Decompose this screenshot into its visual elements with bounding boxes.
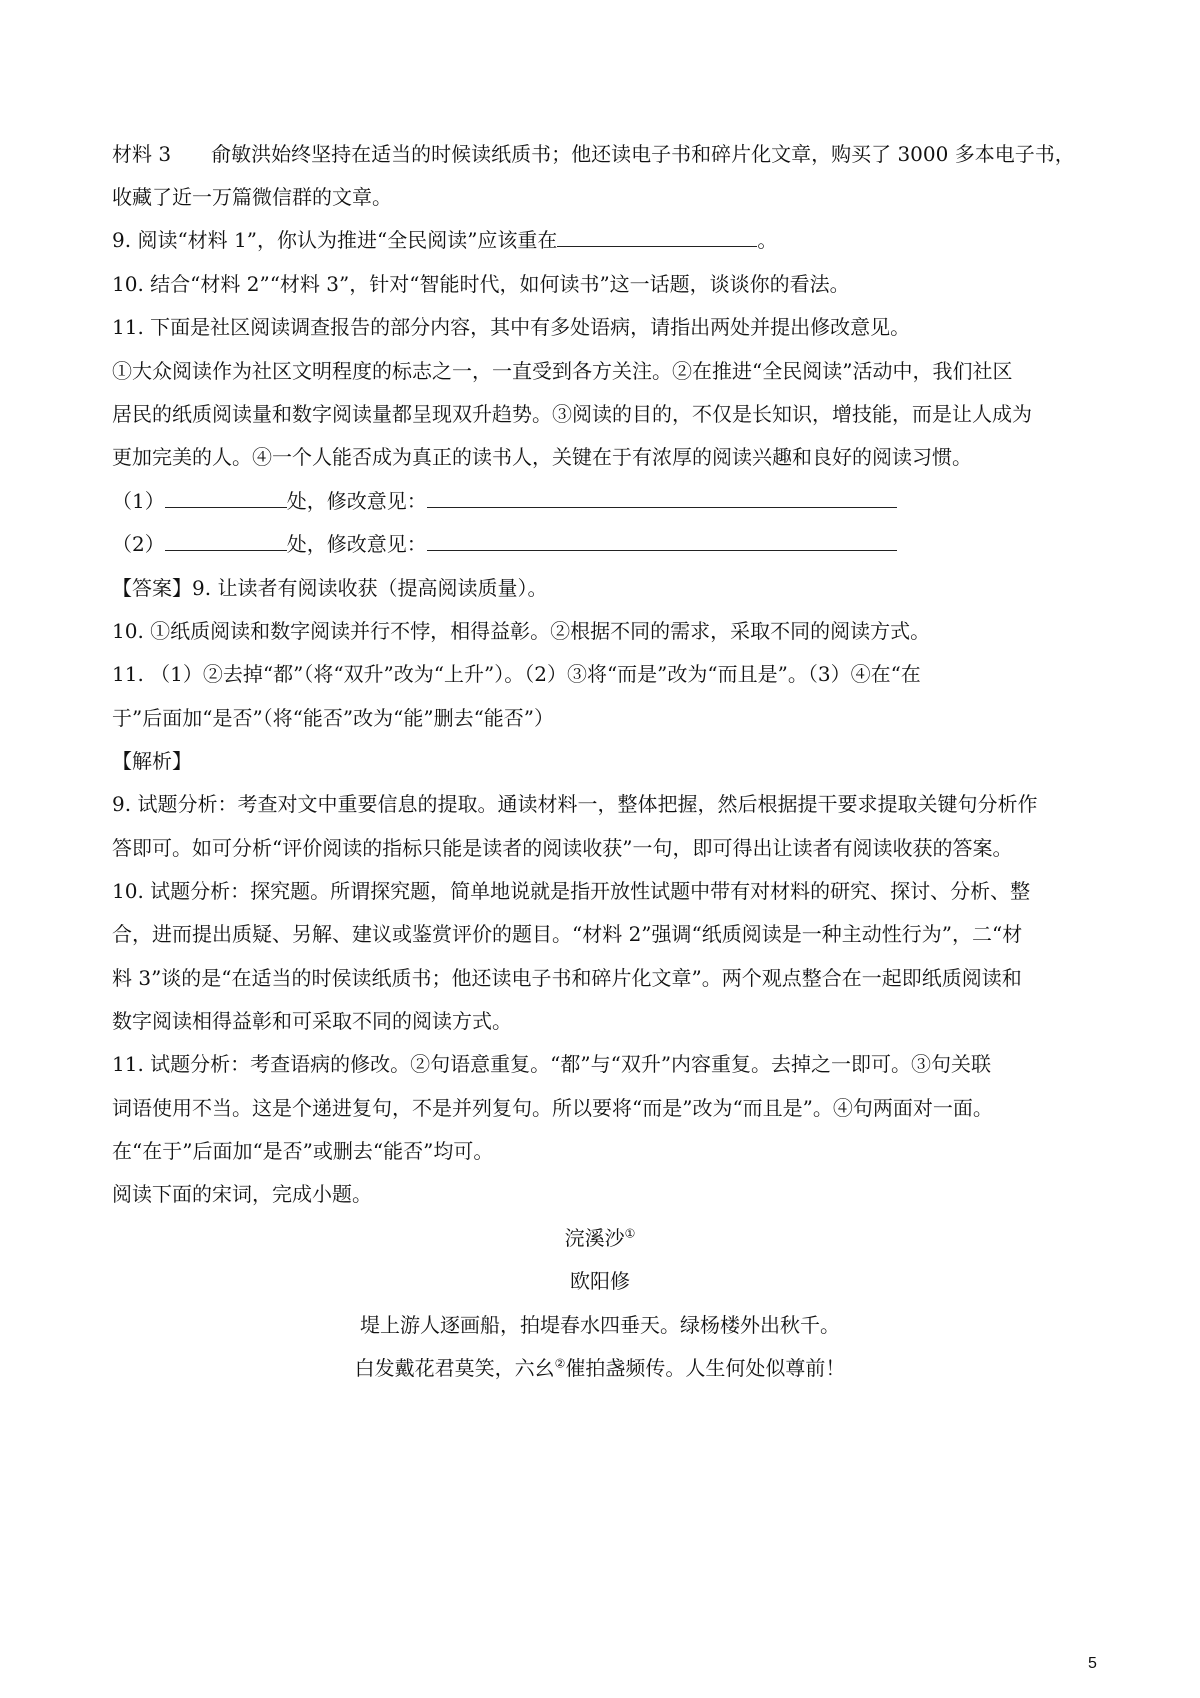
blank-number: （2） [112,532,165,556]
material3-line1 [112,140,1102,168]
footnote-marker: ① [624,1226,636,1241]
analysis-line: 词语使用不当。这是个递进复句，不是并列复句。所以要将“而是”改为“而且是”。④句两面对一面。 [112,1096,993,1120]
analysis-line: 合，进而提出质疑、另解、建议或鉴赏评价的题目。“材料 2”强调“纸质阅读是一种主动性行为”，二“材 [112,922,1023,946]
passage-line: 居民的纸质阅读量和数字阅读量都呈现双升趋势。③阅读的目的，不仅是长知识，增技能，而是让人成为 [112,402,1032,426]
answer-11-line1: 11. （1）②去掉“都”（将“双升”改为“上升”）。（2）③将“而是”改为“而且是”。（3）④在“在 [112,662,921,686]
poem-line-1: 堤上游人逐画船，拍堤春水四垂天。绿杨楼外出秋千。 [360,1313,840,1337]
location-blank [165,489,287,508]
blank-label: 处，修改意见： [286,489,427,513]
analysis-line: 在“在于”后面加“是否”或删去“能否”均可。 [112,1139,494,1163]
suggestion-blank [427,532,897,551]
analysis-line: 11. 试题分析：考查语病的修改。②句语意重复。“都”与“双升”内容重复。去掉之一即可。③句关联 [112,1052,992,1076]
material3-label: 材料 3 [112,142,172,166]
question-9-suffix: 。 [757,228,778,252]
material3-text: 俞敏洪始终坚持在适当的时候读纸质书；他还读电子书和碎片化文章，购买了 3000 多本电子书， [211,142,1075,166]
question-9 [112,226,1102,254]
blank-line-1 [112,487,1102,515]
blank-number: （1） [112,489,165,513]
analysis-line: 10. 试题分析：探究题。所谓探究题，简单地说就是指开放性试题中带有对材料的研究、探讨、分析、整 [112,879,1031,903]
answer-9-text: 9. 让读者有阅读收获（提高阅读质量）。 [192,576,548,600]
poem-line-2 [0,1354,1200,1382]
question-9-text: 9. 阅读“材料 1”，你认为推进“全民阅读”应该重在 [112,228,558,252]
poem-line-2-part1: 白发戴花君莫笑，六幺 [354,1356,555,1380]
answer-label: 【答案】 [112,576,192,600]
analysis-line: 答即可。如可分析“评价阅读的指标只能是读者的阅读收获”一句，即可得出让读者有阅读收获的答案。 [112,836,1013,860]
material3-line2: 收藏了近一万篇微信群的文章。 [112,185,392,209]
answer-11-line2: 于”后面加“是否”（将“能否”改为“能”删去“能否”） [112,706,555,730]
page-number: 5 [1088,1655,1097,1672]
blank-label: 处，修改意见： [286,532,427,556]
analysis-line: 料 3”谈的是“在适当的时侯读纸质书；他还读电子书和碎片化文章”。两个观点整合在一起即纸质阅读和 [112,966,1022,990]
blank-line-2 [112,530,1102,558]
location-blank [165,532,287,551]
poem-intro: 阅读下面的宋词，完成小题。 [112,1182,372,1206]
question-11: 11. 下面是社区阅读调查报告的部分内容，其中有多处语病，请指出两处并提出修改意见。 [112,315,911,339]
analysis-line: 数字阅读相得益彰和可采取不同的阅读方式。 [112,1009,512,1033]
poem-title [0,1224,1200,1252]
answer-10: 10. ①纸质阅读和数字阅读并行不悖，相得益彰。②根据不同的需求，采取不同的阅读方式。 [112,619,931,643]
answer-9 [112,574,1102,602]
footnote-marker: ② [554,1356,566,1371]
answer-blank [557,228,757,247]
passage-line: 更加完美的人。④一个人能否成为真正的读书人，关键在于有浓厚的阅读兴趣和良好的阅读习惯。 [112,445,972,469]
passage-line: ①大众阅读作为社区文明程度的标志之一，一直受到各方关注。②在推进“全民阅读”活动中，我们社区 [112,359,1013,383]
poem-author: 欧阳修 [570,1269,630,1293]
analysis-label: 【解析】 [112,749,192,773]
poem-line-2-part2: 催拍盏频传。人生何处似尊前！ [565,1356,846,1380]
poem-title-text: 浣溪沙 [564,1226,625,1250]
question-10: 10. 结合“材料 2”“材料 3”，针对“智能时代，如何读书”这一话题，谈谈你的看法。 [112,272,850,296]
suggestion-blank [427,489,897,508]
analysis-line: 9. 试题分析：考查对文中重要信息的提取。通读材料一，整体把握，然后根据提干要求提取关键句分析作 [112,792,1038,816]
